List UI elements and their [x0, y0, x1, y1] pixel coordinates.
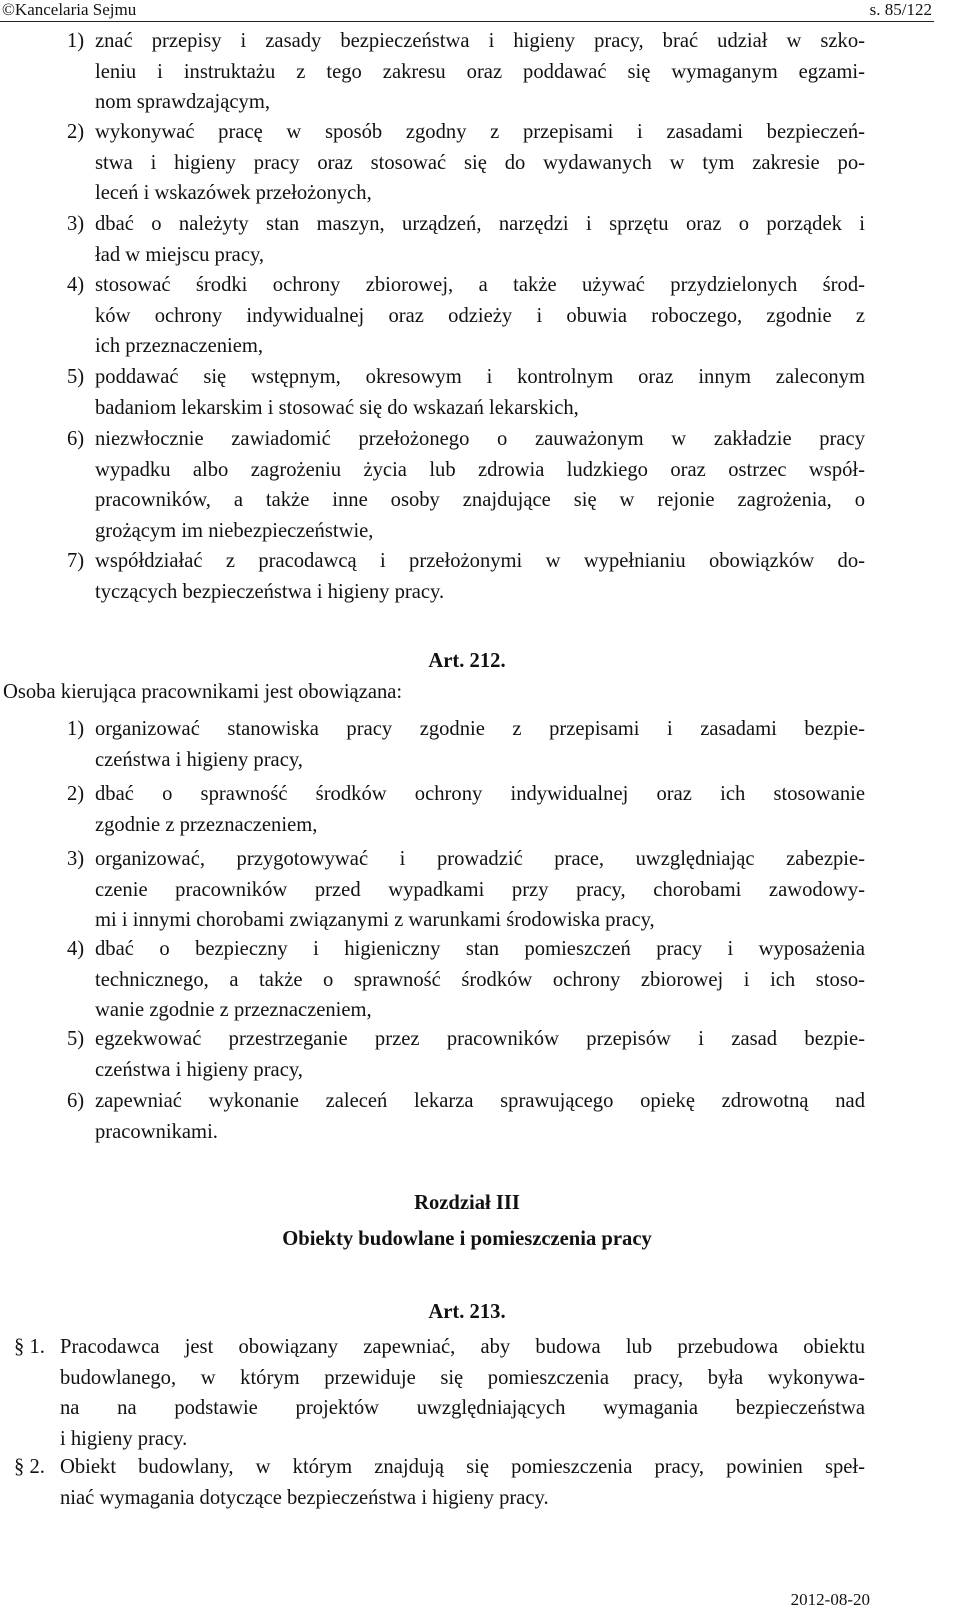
paragraph — [14, 1332, 865, 1454]
list-item-line: tyczących bezpieczeństwa i higieny pracy. — [95, 580, 445, 603]
list-item-line: czenie pracowników przed wypadkami przy pracy, chorobami zawodowy- — [95, 878, 865, 901]
list-item-line: pracownikami. — [95, 1120, 218, 1143]
header-copyright: ©Kancelaria Sejmu — [2, 0, 137, 19]
list-item-number: 7) — [67, 550, 85, 572]
list-item-line: mi i innymi chorobami związanymi z warunkami środowiska pracy, — [95, 909, 655, 932]
list-item-line: wanie zgodnie z przeznaczeniem, — [95, 999, 372, 1022]
list-item-number: 1) — [67, 30, 85, 52]
chapter-title: Obiekty budowlane i pomieszczenia pracy — [282, 1228, 652, 1250]
paragraph-line: na na podstawie projektów uwzględniających wymagania bezpieczeństwa — [60, 1397, 865, 1420]
list-item-line: stosować środki ochrony zbiorowej, a także używać przydzielonych środ- — [95, 274, 865, 296]
list-item-line: ich przeznaczeniem, — [95, 335, 264, 358]
list-item — [67, 26, 865, 118]
list-item — [67, 209, 865, 270]
list-item-line: zgodnie z przeznaczeniem, — [95, 813, 318, 836]
list-item — [67, 1024, 865, 1085]
paragraph-line: budowlanego, w którym przewiduje się pomieszczenia pracy, była wykonywa- — [60, 1366, 865, 1389]
list-item-line: ków ochrony indywidualnej oraz odzieży i obuwia roboczego, zgodnie z — [95, 304, 865, 327]
list-item-line: organizować stanowiska pracy zgodnie z przepisami i zasadami bezpie- — [95, 718, 865, 740]
list-item-number: 2) — [67, 121, 85, 143]
list-item — [67, 117, 865, 209]
list-item — [67, 424, 865, 546]
list-item — [67, 934, 865, 1026]
list-item-line: technicznego, a także o sprawność środków ochrony zbiorowej i ich stoso- — [95, 968, 865, 991]
list-item — [67, 362, 865, 423]
list-item-line: pracowników, a także inne osoby znajdujące się w rejonie zagrożenia, o — [95, 489, 865, 512]
list-item-number: 4) — [67, 274, 85, 296]
list-item-line: ład w miejscu pracy, — [95, 243, 265, 266]
list-item-line: wykonywać pracę w sposób zgodny z przepisami i zasadami bezpieczeń- — [95, 121, 865, 143]
list-item-line: niezwłocznie zawiadomić przełożonego o zauważonym w zakładzie pracy — [95, 428, 865, 450]
list-item-line: dbać o bezpieczny i higieniczny stan pomieszczeń pracy i wyposażenia — [95, 938, 865, 960]
list-item-number: 5) — [67, 1028, 85, 1050]
list-item — [67, 1086, 865, 1147]
list-item — [67, 779, 865, 840]
paragraph — [14, 1452, 865, 1513]
list-item — [67, 546, 865, 607]
list-item-number: 4) — [67, 938, 85, 960]
list-item-line: grożącym im niebezpieczeństwie, — [95, 519, 374, 542]
list-item-line: dbać o należyty stan maszyn, urządzeń, narzędzi i sprzętu oraz o porządek i — [95, 213, 865, 235]
paragraph-line: Obiekt budowlany, w którym znajdują się pomieszczenia pracy, powinien speł- — [60, 1456, 865, 1478]
list-item-number: 3) — [67, 213, 85, 235]
list-item-line: egzekwować przestrzeganie przez pracowników przepisów i zasad bezpie- — [95, 1028, 865, 1050]
list-item-line: leniu i instruktażu z tego zakresu oraz poddawać się wymaganym egzami- — [95, 60, 865, 83]
list-item-line: leceń i wskazówek przełożonych, — [95, 182, 372, 205]
list-item-line: znać przepisy i zasady bezpieczeństwa i higieny pracy, brać udział w szko- — [95, 30, 865, 52]
list-item-line: stwa i higieny pracy oraz stosować się do wydawanych w tym zakresie po- — [95, 151, 865, 174]
header-rule — [0, 21, 934, 22]
list-item-number: 6) — [67, 1090, 85, 1112]
list-item-line: zapewniać wykonanie zaleceń lekarza sprawującego opiekę zdrowotną nad — [95, 1090, 865, 1112]
list-item — [67, 844, 865, 936]
list-item-line: organizować, przygotowywać i prowadzić prace, uwzględniając zabezpie- — [95, 848, 865, 870]
list-item-number: 5) — [67, 366, 85, 388]
art-213-title: Art. 213. — [428, 1301, 506, 1323]
paragraph-number: § 1. — [14, 1336, 45, 1358]
list-item-line: badaniom lekarskim i stosować się do wskazań lekarskich, — [95, 396, 579, 419]
list-item-number: 1) — [67, 718, 85, 740]
list-item-line: dbać o sprawność środków ochrony indywidualnej oraz ich stosowanie — [95, 783, 865, 805]
chapter-number: Rozdział III — [414, 1192, 520, 1214]
list-item-line: poddawać się wstępnym, okresowym i kontrolnym oraz innym zaleconym — [95, 366, 865, 388]
list-item-line: współdziałać z pracodawcą i przełożonymi w wypełnianiu obowiązków do- — [95, 550, 865, 572]
list-item — [67, 270, 865, 362]
list-item-number: 6) — [67, 428, 85, 450]
art-212-intro: Osoba kierująca pracownikami jest obowiązana: — [3, 681, 403, 703]
list-item-line: czeństwa i higieny pracy, — [95, 1058, 303, 1081]
footer-date: 2012-08-20 — [790, 1590, 870, 1609]
list-item-line: czeństwa i higieny pracy, — [95, 748, 303, 771]
paragraph-number: § 2. — [14, 1456, 45, 1478]
art-212-title: Art. 212. — [428, 650, 506, 672]
list-item-number: 2) — [67, 783, 85, 805]
list-item-line: nom sprawdzającym, — [95, 91, 270, 114]
list-item-line: wypadku albo zagrożeniu życia lub zdrowia ludzkiego oraz ostrzec współ- — [95, 458, 865, 481]
paragraph-line: Pracodawca jest obowiązany zapewniać, aby budowa lub przebudowa obiektu — [60, 1336, 865, 1358]
paragraph-line: i higieny pracy. — [60, 1427, 188, 1450]
list-item — [67, 714, 865, 775]
list-item-number: 3) — [67, 848, 85, 870]
paragraph-line: niać wymagania dotyczące bezpieczeństwa i higieny pracy. — [60, 1486, 549, 1509]
header-page-number: s. 85/122 — [869, 0, 932, 19]
